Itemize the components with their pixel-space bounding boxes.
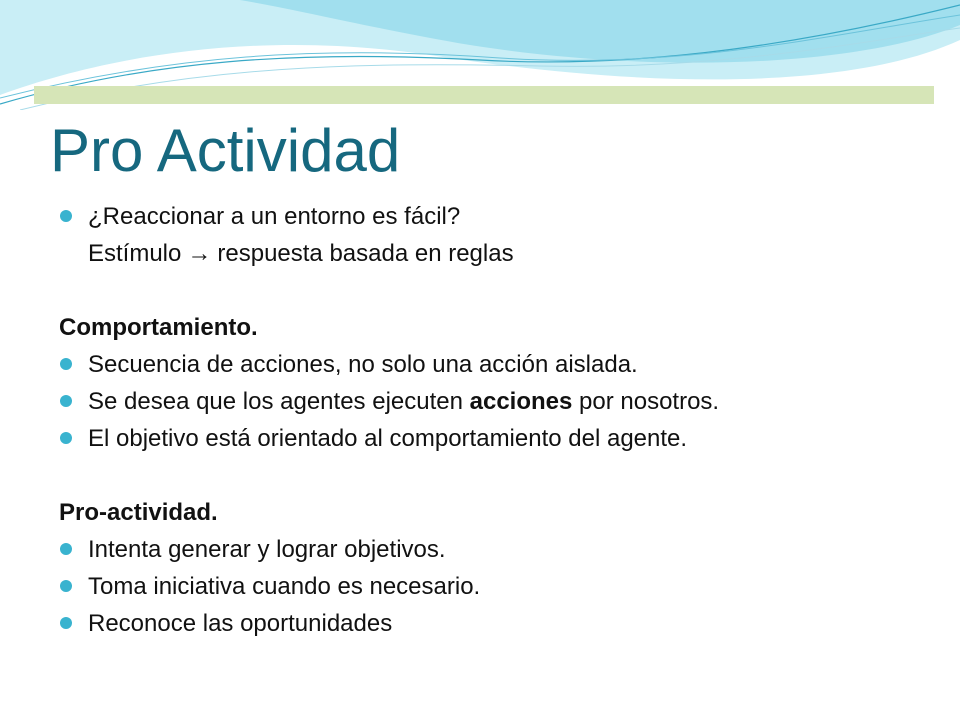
bullet-text: Secuencia de acciones, no solo una acción aislada.: [88, 351, 638, 378]
bullet-text-emphasis: acciones: [469, 388, 573, 415]
section-heading-proactivity: Pro-actividad.: [59, 499, 218, 526]
intro-continuation: [0, 235, 960, 272]
bullet-item: [0, 605, 960, 642]
bullet-text-before: Se desea que los agentes ejecuten: [88, 388, 470, 415]
stimulus-word: Estímulo: [88, 240, 182, 267]
bullet-icon: [60, 580, 72, 592]
bullet-text: Toma iniciativa cuando es necesario.: [88, 573, 481, 600]
section-heading-behavior: Comportamiento.: [59, 314, 258, 341]
bullet-icon: [60, 210, 72, 222]
bullet-text: Reconoce las oportunidades: [88, 610, 393, 637]
intro-question: ¿Reaccionar a un entorno es fácil?: [88, 203, 461, 230]
bullet-icon: [60, 358, 72, 370]
bullet-icon: [60, 395, 72, 407]
stimulus-rest: respuesta basada en reglas: [217, 240, 514, 267]
bullet-text-after: por nosotros.: [572, 388, 720, 415]
slide-content: [0, 198, 960, 642]
bullet-text: El objetivo está orientado al comportamiento del agente.: [88, 425, 688, 452]
bullet-item: [0, 346, 960, 383]
accent-bar: [34, 86, 934, 104]
slide-title: Pro Actividad: [50, 117, 401, 184]
right-arrow-icon: →: [187, 240, 212, 267]
bullet-item: [0, 531, 960, 568]
bullet-item: [0, 383, 960, 420]
spacer: [0, 272, 960, 309]
bullet-icon: [60, 617, 72, 629]
bullet-icon: [60, 432, 72, 444]
bullet-item: [0, 420, 960, 457]
bullet-icon: [60, 543, 72, 555]
spacer: [0, 457, 960, 494]
bullet-text: Intenta generar y lograr objetivos.: [88, 536, 446, 563]
bullet-item: [0, 198, 960, 235]
bullet-item: [0, 568, 960, 605]
